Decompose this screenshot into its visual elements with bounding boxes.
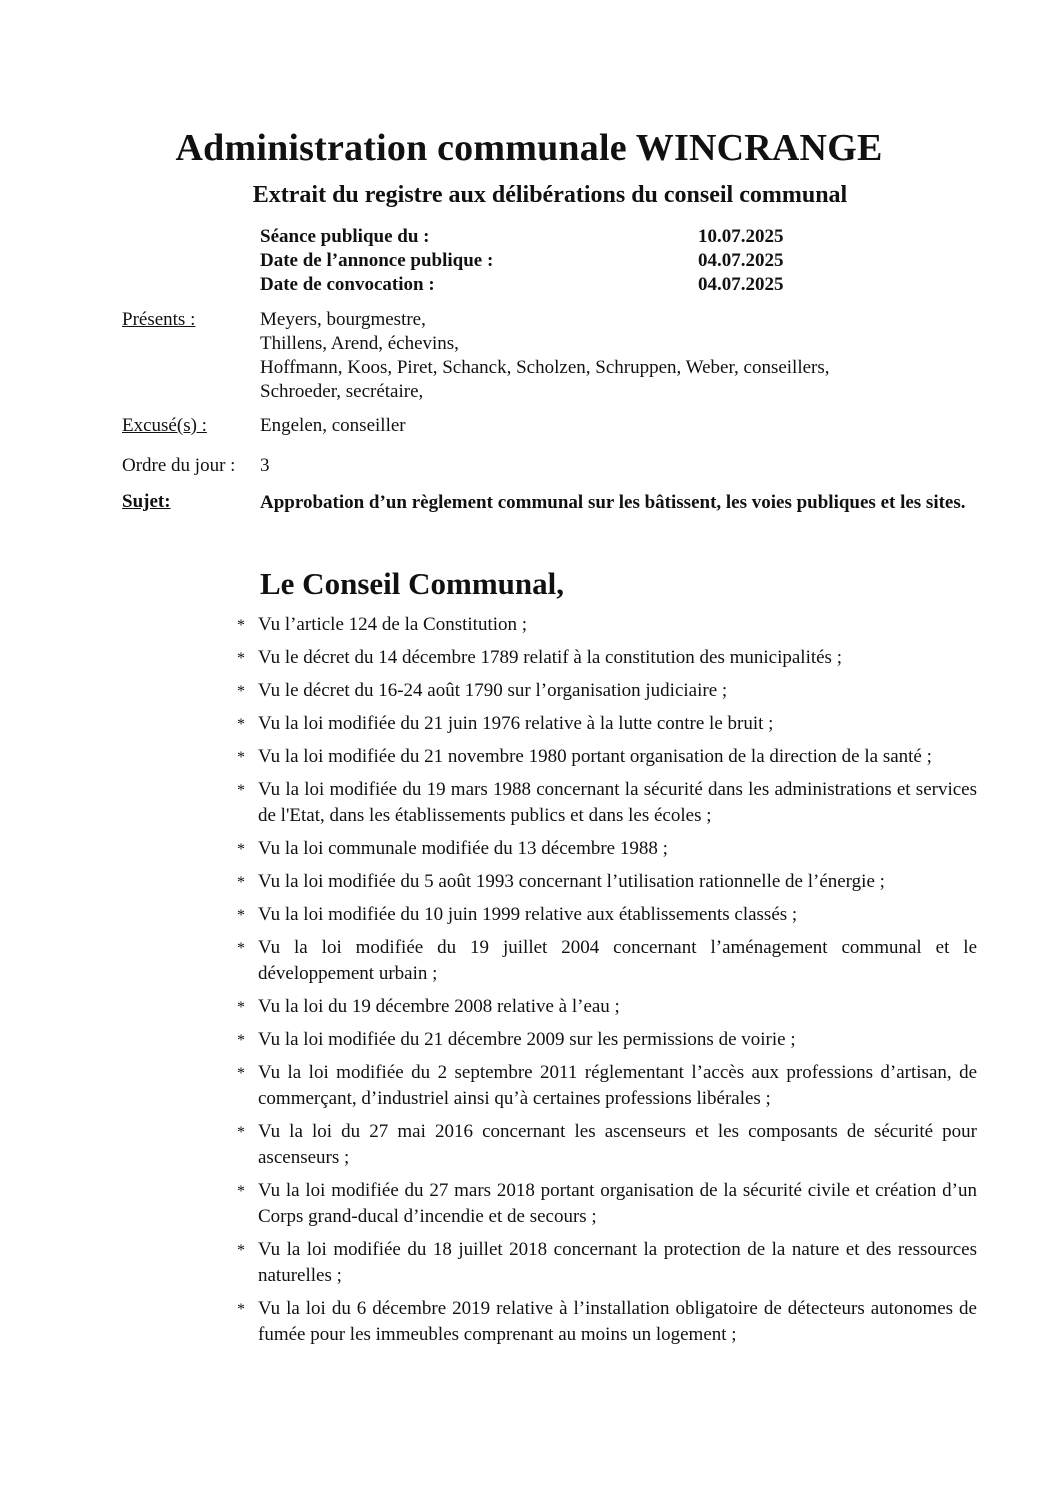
meta-label: Date de l’annonce publique : [260, 250, 494, 271]
asterisk-bullet-icon: * [237, 1183, 245, 1200]
asterisk-bullet-icon: * [237, 1301, 245, 1318]
conseil-heading: Le Conseil Communal, [260, 566, 564, 601]
vu-item [237, 645, 977, 671]
asterisk-bullet-icon: * [237, 716, 245, 733]
vu-text: Vu la loi modifiée du 19 juillet 2004 concernant l’aménagement communal et le développement urbain ; [258, 937, 977, 984]
meta-row-convocation [260, 273, 800, 297]
asterisk-bullet-icon: * [237, 782, 245, 799]
vu-item [237, 744, 977, 770]
excuses-label: Excusé(s) : [122, 415, 207, 436]
meta-row-seance [260, 225, 800, 249]
vu-text: Vu la loi modifiée du 5 août 1993 concernant l’utilisation rationnelle de l’énergie ; [258, 871, 885, 892]
session-meta [260, 225, 800, 297]
vu-text: Vu la loi communale modifiée du 13 décembre 1988 ; [258, 838, 668, 859]
presents-list [260, 308, 980, 404]
excuses-value: Engelen, conseiller [260, 415, 406, 436]
document-title: Administration communale WINCRANGE [175, 127, 883, 169]
vu-item [237, 902, 977, 928]
vu-item [237, 1237, 977, 1289]
presents-line: Hoffmann, Koos, Piret, Schanck, Scholzen, Schruppen, Weber, conseillers, [260, 357, 830, 378]
asterisk-bullet-icon: * [237, 683, 245, 700]
vu-text: Vu la loi modifiée du 27 mars 2018 portant organisation de la sécurité civile et création d’un Corps grand-ducal d’incendie et de secours ; [258, 1180, 977, 1227]
vu-text: Vu la loi du 27 mai 2016 concernant les ascenseurs et les composants de sécurité pour ascenseurs ; [258, 1121, 977, 1168]
asterisk-bullet-icon: * [237, 749, 245, 766]
vu-list [237, 612, 977, 1355]
ordre-label: Ordre du jour : [122, 455, 236, 476]
vu-text: Vu la loi modifiée du 2 septembre 2011 réglementant l’accès aux professions d’artisan, de commerçant, d’industriel ainsi qu’à certaines professions libérales ; [258, 1062, 977, 1109]
asterisk-bullet-icon: * [237, 907, 245, 924]
vu-item [237, 1296, 977, 1348]
vu-text: Vu la loi modifiée du 19 mars 1988 concernant la sécurité dans les administrations et services de l'Etat, dans les établissements publics et dans les écoles ; [258, 779, 977, 826]
vu-item [237, 935, 977, 987]
vu-text: Vu le décret du 14 décembre 1789 relatif à la constitution des municipalités ; [258, 647, 842, 668]
vu-text: Vu la loi modifiée du 21 juin 1976 relative à la lutte contre le bruit ; [258, 713, 774, 734]
vu-item [237, 1178, 977, 1230]
vu-text: Vu le décret du 16-24 août 1790 sur l’organisation judiciaire ; [258, 680, 728, 701]
vu-text: Vu la loi modifiée du 10 juin 1999 relative aux établissements classés ; [258, 904, 798, 925]
asterisk-bullet-icon: * [237, 1124, 245, 1141]
ordre-value: 3 [260, 455, 270, 476]
asterisk-bullet-icon: * [237, 999, 245, 1016]
asterisk-bullet-icon: * [237, 874, 245, 891]
presents-line: Thillens, Arend, échevins, [260, 333, 459, 354]
vu-text: Vu la loi du 6 décembre 2019 relative à l’installation obligatoire de détecteurs autonomes de fumée pour les immeubles comprenant au moins un logement ; [258, 1298, 977, 1345]
presents-line: Schroeder, secrétaire, [260, 381, 424, 402]
vu-text: Vu la loi modifiée du 18 juillet 2018 concernant la protection de la nature et des ressources naturelles ; [258, 1239, 977, 1286]
asterisk-bullet-icon: * [237, 650, 245, 667]
vu-text: Vu l’article 124 de la Constitution ; [258, 614, 528, 635]
sujet-label: Sujet: [122, 491, 171, 512]
vu-text: Vu la loi modifiée du 21 décembre 2009 sur les permissions de voirie ; [258, 1029, 796, 1050]
vu-item [237, 994, 977, 1020]
asterisk-bullet-icon: * [237, 1065, 245, 1082]
vu-item [237, 1119, 977, 1171]
vu-item [237, 711, 977, 737]
presents-label: Présents : [122, 309, 196, 330]
meta-label: Date de convocation : [260, 274, 435, 295]
sujet-value: Approbation d’un règlement communal sur les bâtissent, les voies publiques et les sites. [260, 492, 966, 513]
meta-row-annonce [260, 249, 800, 273]
vu-item [237, 678, 977, 704]
vu-item [237, 777, 977, 829]
asterisk-bullet-icon: * [237, 617, 245, 634]
document-subtitle: Extrait du registre aux délibérations du conseil communal [252, 182, 848, 208]
vu-text: Vu la loi du 19 décembre 2008 relative à l’eau ; [258, 996, 620, 1017]
presents-line: Meyers, bourgmestre, [260, 309, 426, 330]
vu-item [237, 869, 977, 895]
meta-value: 04.07.2025 [698, 250, 784, 271]
meta-label: Séance publique du : [260, 226, 430, 247]
meta-value: 10.07.2025 [698, 226, 784, 247]
vu-item [237, 1060, 977, 1112]
vu-text: Vu la loi modifiée du 21 novembre 1980 portant organisation de la direction de la santé ; [258, 746, 932, 767]
vu-item [237, 836, 977, 862]
vu-item [237, 612, 977, 638]
vu-item [237, 1027, 977, 1053]
meta-value: 04.07.2025 [698, 274, 784, 295]
asterisk-bullet-icon: * [237, 841, 245, 858]
asterisk-bullet-icon: * [237, 1242, 245, 1259]
asterisk-bullet-icon: * [237, 1032, 245, 1049]
asterisk-bullet-icon: * [237, 940, 245, 957]
